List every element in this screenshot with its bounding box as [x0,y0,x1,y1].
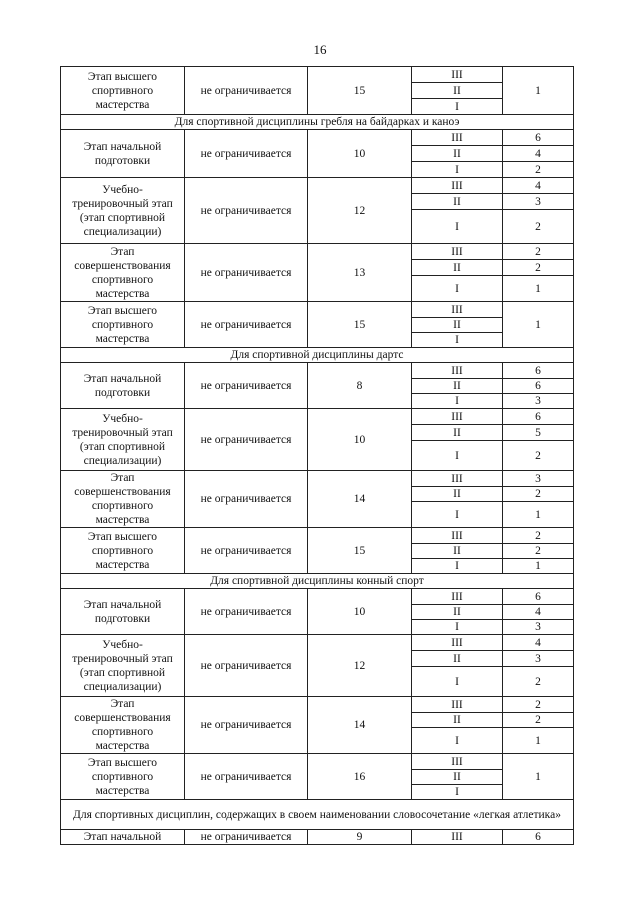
section-title: Для спортивной дисциплины дартс [61,348,574,363]
grade-cell: III [412,302,503,318]
grade-cell: II [412,194,503,210]
section-title: Для спортивной дисциплины конный спорт [61,574,574,589]
grade-cell: I [412,620,503,635]
grade-cell: I [412,394,503,409]
value-cell: 3 [503,651,574,667]
value-cell: 3 [503,194,574,210]
section-row [61,574,574,589]
table-row [61,589,574,605]
grade-cell: III [412,409,503,425]
block-stage: Этап начальной подготовки [61,589,185,635]
block-age: 15 [308,528,412,574]
grade-cell: II [412,260,503,276]
grade-cell: III [412,754,503,770]
value-cell: 6 [503,830,574,845]
lead-block-duration: не ограничивается [185,67,308,115]
grade-cell: II [412,605,503,620]
grade-cell: III [412,471,503,487]
block-age: 10 [308,130,412,178]
block-duration: не ограничивается [185,178,308,244]
block-age: 13 [308,244,412,302]
block-stage: Этап высшего спортивного мастерства [61,754,185,800]
block-duration: не ограничивается [185,754,308,800]
block-age: 10 [308,409,412,471]
section-title: Для спортивных дисциплин, содержащих в своем наименовании словосочетание «легкая атлетика» [61,800,574,830]
block-stage: Этап начальной подготовки [61,363,185,409]
block-age: 12 [308,635,412,697]
table-row [61,302,574,318]
grade-cell: III [412,528,503,544]
grade-cell: I [412,99,503,115]
grade-cell: I [412,728,503,754]
block-stage: Этап высшего спортивного мастерства [61,302,185,348]
block-duration: не ограничивается [185,471,308,528]
table-row [61,178,574,194]
grade-cell: II [412,146,503,162]
value-cell: 1 [503,67,574,115]
block-stage: Учебно- тренировочный этап (этап спортивной специализации) [61,409,185,471]
page-number: 16 [313,42,327,57]
grade-cell: III [412,244,503,260]
grade-cell: III [412,178,503,194]
grade-cell: II [412,713,503,728]
grade-cell: I [412,162,503,178]
final-age: 9 [308,830,412,845]
block-stage: Учебно- тренировочный этап (этап спортивной специализации) [61,178,185,244]
block-age: 12 [308,178,412,244]
block-stage: Учебно- тренировочный этап (этап спортивной специализации) [61,635,185,697]
value-cell: 1 [503,559,574,574]
value-cell: 4 [503,635,574,651]
value-cell: 6 [503,589,574,605]
block-stage: Этап начальной подготовки [61,130,185,178]
table-row [61,409,574,425]
block-duration: не ограничивается [185,244,308,302]
value-cell: 2 [503,544,574,559]
value-cell: 1 [503,754,574,800]
block-duration: не ограничивается [185,130,308,178]
value-cell: 2 [503,697,574,713]
value-cell: 1 [503,728,574,754]
final-duration: не ограничивается [185,830,308,845]
block-age: 14 [308,697,412,754]
grade-cell: II [412,544,503,559]
grade-cell: III [412,697,503,713]
grade-cell: I [412,276,503,302]
lead-block-age: 15 [308,67,412,115]
block-duration: не ограничивается [185,589,308,635]
block-stage: Этап совершенствования спортивного мастерства [61,697,185,754]
table-row [61,528,574,544]
value-cell: 1 [503,502,574,528]
table-row [61,697,574,713]
block-duration: не ограничивается [185,409,308,471]
grade-cell: I [412,333,503,348]
table-row [61,830,574,845]
grade-cell: III [412,363,503,379]
grade-cell: I [412,667,503,697]
grade-cell: I [412,502,503,528]
grade-cell: II [412,487,503,502]
table-row [61,244,574,260]
grade-cell: III [412,635,503,651]
block-age: 14 [308,471,412,528]
value-cell: 4 [503,146,574,162]
value-cell: 6 [503,363,574,379]
grade-cell: II [412,318,503,333]
lead-block-stage: Этап высшего спортивного мастерства [61,67,185,115]
block-age: 10 [308,589,412,635]
value-cell: 6 [503,130,574,146]
section-row [61,115,574,130]
value-cell: 2 [503,713,574,728]
grade-cell: II [412,770,503,785]
block-age: 16 [308,754,412,800]
value-cell: 2 [503,528,574,544]
age-grade-table [60,66,574,845]
block-duration: не ограничивается [185,363,308,409]
grade-cell: I [412,559,503,574]
block-stage: Этап высшего спортивного мастерства [61,528,185,574]
block-duration: не ограничивается [185,528,308,574]
value-cell: 3 [503,394,574,409]
grade-cell: I [412,441,503,471]
grade-cell: III [412,67,503,83]
grade-cell: II [412,651,503,667]
block-age: 8 [308,363,412,409]
block-duration: не ограничивается [185,635,308,697]
section-row [61,800,574,830]
table-row [61,67,574,83]
block-age: 15 [308,302,412,348]
block-duration: не ограничивается [185,697,308,754]
value-cell: 1 [503,302,574,348]
grade-cell: II [412,379,503,394]
grade-cell: II [412,83,503,99]
value-cell: 2 [503,487,574,502]
value-cell: 2 [503,210,574,244]
value-cell: 3 [503,471,574,487]
table-row [61,471,574,487]
grade-cell: I [412,210,503,244]
value-cell: 4 [503,605,574,620]
table-row [61,363,574,379]
value-cell: 2 [503,667,574,697]
table-row [61,754,574,770]
table-row [61,635,574,651]
value-cell: 4 [503,178,574,194]
value-cell: 1 [503,276,574,302]
block-stage: Этап совершенствования спортивного мастерства [61,244,185,302]
value-cell: 6 [503,409,574,425]
block-stage: Этап совершенствования спортивного мастерства [61,471,185,528]
value-cell: 2 [503,244,574,260]
final-stage: Этап начальной [61,830,185,845]
grade-cell: III [412,589,503,605]
table-row [61,130,574,146]
block-duration: не ограничивается [185,302,308,348]
value-cell: 5 [503,425,574,441]
grade-cell: I [412,785,503,800]
grade-cell: III [412,830,503,845]
grade-cell: III [412,130,503,146]
value-cell: 2 [503,260,574,276]
value-cell: 2 [503,441,574,471]
value-cell: 6 [503,379,574,394]
value-cell: 3 [503,620,574,635]
grade-cell: II [412,425,503,441]
value-cell: 2 [503,162,574,178]
section-row [61,348,574,363]
section-title: Для спортивной дисциплины гребля на байдарках и каноэ [61,115,574,130]
